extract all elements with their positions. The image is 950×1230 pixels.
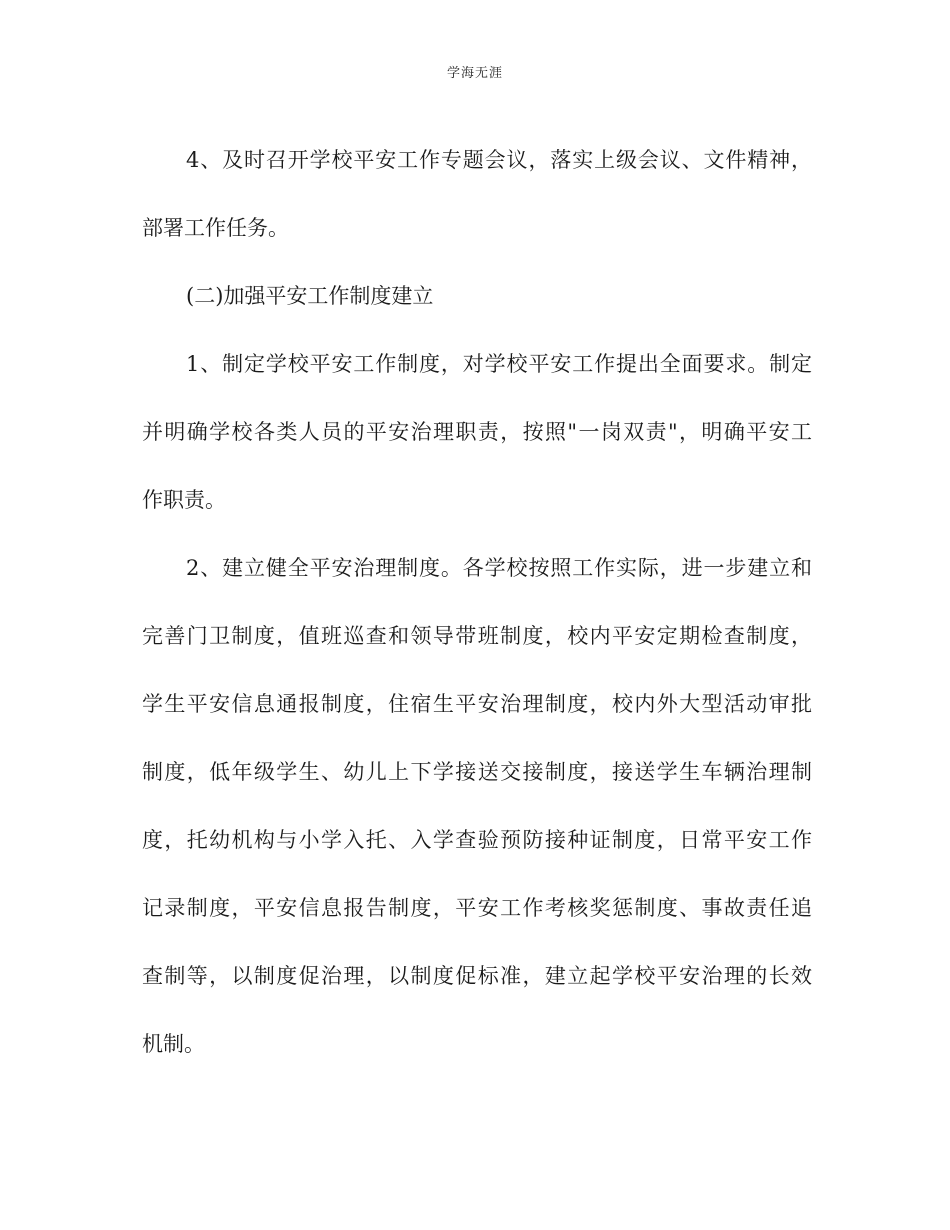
text-line: 制度，低年级学生、幼儿上下学接送交接制度，接送学生车辆治理制 [142, 760, 812, 784]
text-line: 并明确学校各类人员的平安治理职责，按照"一岗双责"，明确平安工 [142, 420, 812, 444]
page-header: 学海无涯 [446, 66, 503, 81]
text-line: 机制。 [142, 1032, 205, 1056]
text-line: 1、制定学校平安工作制度，对学校平安工作提出全面要求。制定 [186, 352, 812, 376]
section-heading: (二)加强平安工作制度建立 [186, 284, 434, 308]
text-line: 2、建立健全平安治理制度。各学校按照工作实际，进一步建立和 [186, 556, 812, 580]
text-line: 学生平安信息通报制度，住宿生平安治理制度，校内外大型活动审批 [142, 692, 812, 716]
text-line: 部署工作任务。 [142, 216, 289, 240]
text-line: 4、及时召开学校平安工作专题会议，落实上级会议、文件精神， [186, 148, 812, 172]
text-line: 作职责。 [142, 488, 226, 512]
text-line: 度，托幼机构与小学入托、入学查验预防接种证制度，日常平安工作 [142, 828, 812, 852]
text-line: 记录制度，平安信息报告制度，平安工作考核奖惩制度、事故责任追 [142, 896, 812, 920]
text-line: 查制等，以制度促治理，以制度促标准，建立起学校平安治理的长效 [142, 964, 812, 988]
document-body [142, 140, 812, 1092]
text-line: 完善门卫制度，值班巡查和领导带班制度，校内平安定期检查制度， [142, 624, 812, 648]
